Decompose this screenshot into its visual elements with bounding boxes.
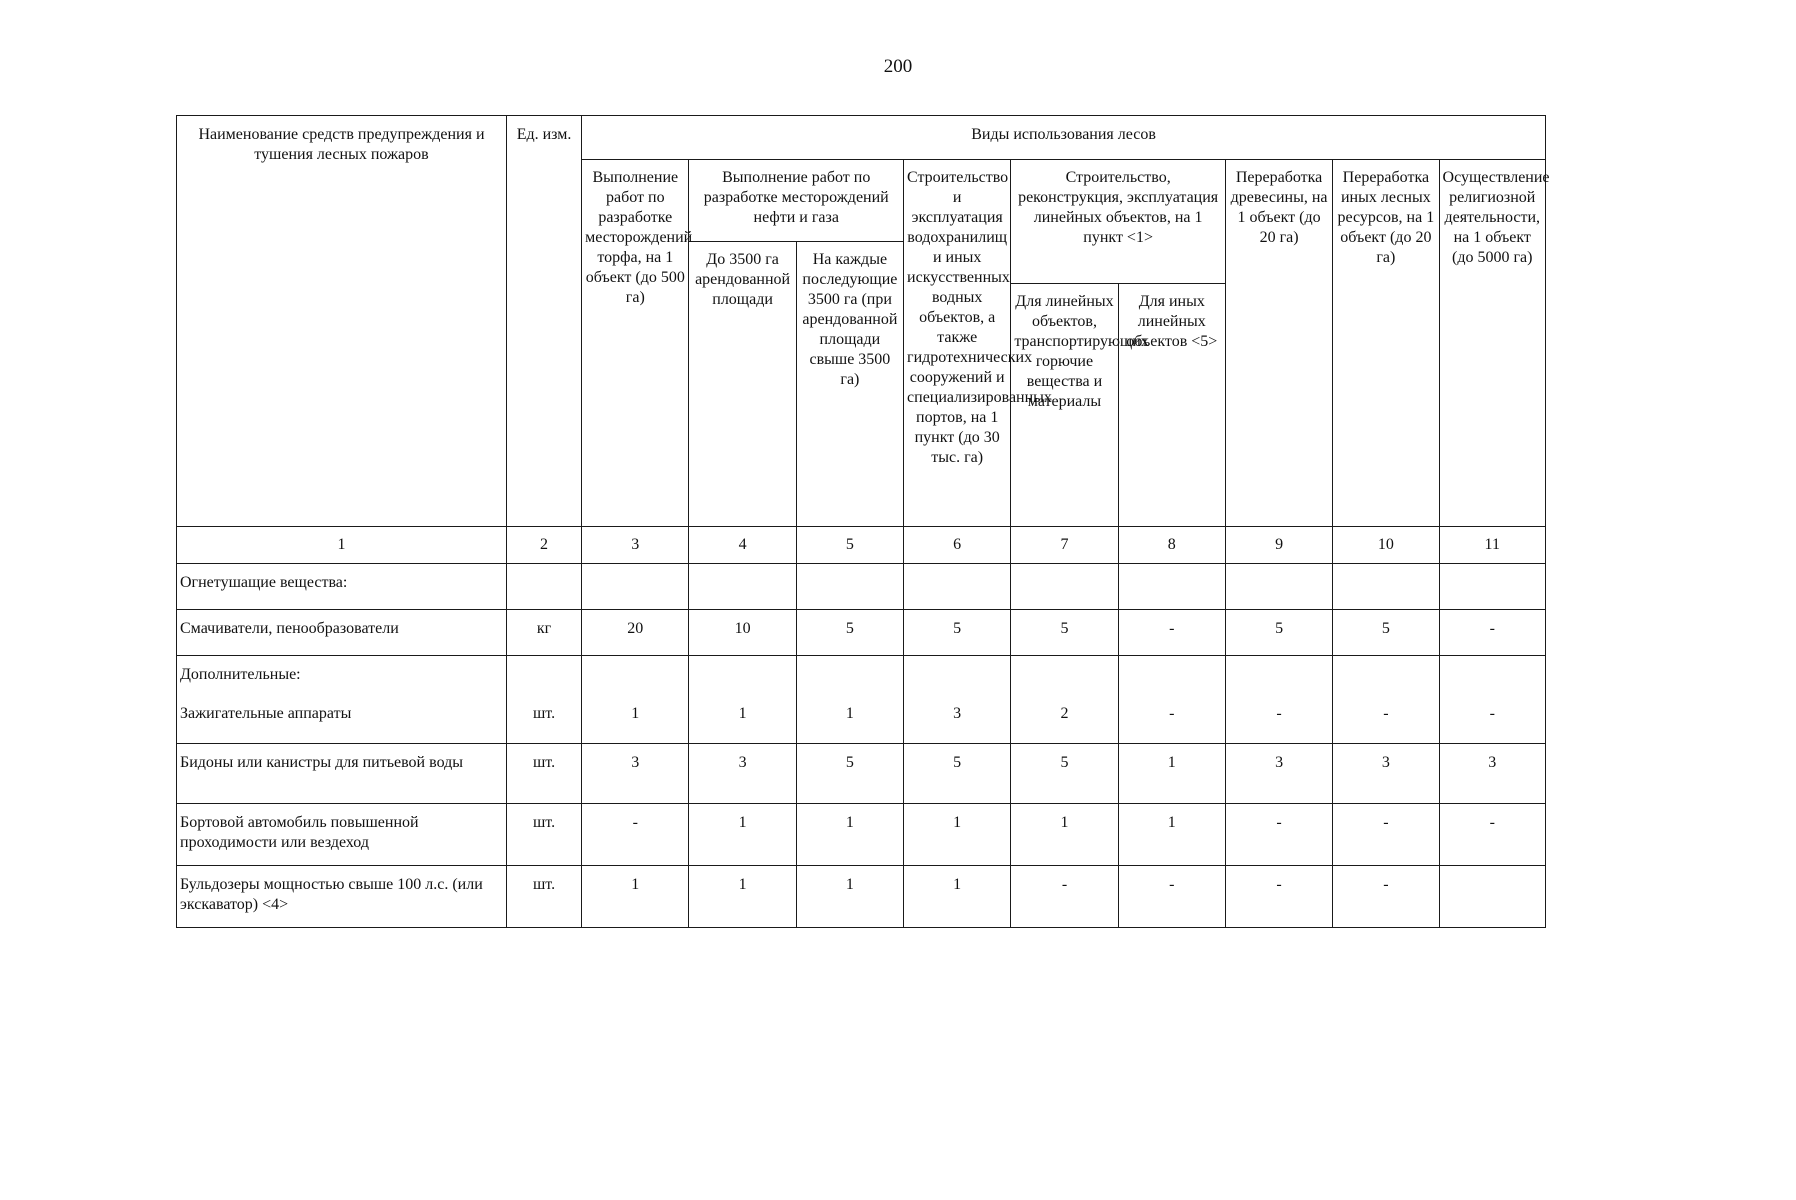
row-name-cell	[177, 656, 507, 744]
header-unit: Ед. изм.	[506, 116, 581, 527]
header-name: Наименование средств предупреждения и тушения лесных пожаров	[177, 116, 507, 527]
table-row	[177, 610, 1546, 656]
page-number: 200	[883, 56, 913, 77]
row-value: -	[582, 804, 689, 866]
row-value	[1333, 564, 1439, 610]
row-value	[1439, 564, 1545, 610]
column-numbers-row	[177, 527, 1546, 564]
row-value: 5	[1225, 610, 1332, 656]
table-row	[177, 656, 1546, 744]
row-value	[1118, 564, 1225, 610]
row-value: 1	[845, 705, 854, 722]
column-number: 5	[796, 527, 903, 564]
header-col-8: Для иных линейных объектов <5>	[1118, 284, 1225, 527]
row-value: 5	[904, 610, 1011, 656]
row-value: 3	[1225, 744, 1332, 804]
row-unit: кг	[506, 610, 581, 656]
row-unit: шт.	[506, 866, 581, 928]
row-value: 10	[689, 610, 796, 656]
header-linear-objects: Строительство, реконструкция, эксплуатация линейных объектов, на 1 пункт <1>	[1011, 160, 1226, 284]
row-value: -	[1225, 804, 1332, 866]
row-value: 2	[1060, 705, 1069, 722]
row-value: 3	[1333, 744, 1439, 804]
row-value: -	[1169, 705, 1175, 722]
row-unit-cell	[506, 656, 581, 744]
header-col-6: Строительство и эксплуатация водохранилищ и иных искусственных водных объектов, а также гидротехнических сооружений и специализированных портов, на 1 пункт (до 30 тыс. га)	[904, 160, 1011, 527]
table-row	[177, 866, 1546, 928]
row-value: 5	[796, 610, 903, 656]
row-value: 1	[904, 804, 1011, 866]
row-unit: шт.	[506, 804, 581, 866]
row-value	[689, 564, 796, 610]
row-value	[582, 564, 689, 610]
row-value: 1	[689, 866, 796, 928]
row-value-cell	[689, 656, 796, 744]
row-value: 1	[1118, 744, 1225, 804]
row-value: 5	[796, 744, 903, 804]
row-value-cell	[904, 656, 1011, 744]
row-name: Бульдозеры мощностью свыше 100 л.с. (или экскаватор) <4>	[177, 866, 507, 928]
row-group-label: Дополнительные:	[180, 666, 301, 683]
header-forest-use-types: Виды использования лесов	[582, 116, 1546, 160]
row-value: 5	[1333, 610, 1439, 656]
row-value: 1	[904, 866, 1011, 928]
header-col-10: Переработка иных лесных ресурсов, на 1 объект (до 20 га)	[1333, 160, 1439, 527]
header-col-4: До 3500 га арендованной площади	[689, 242, 796, 527]
row-value: -	[1276, 705, 1282, 722]
row-value: -	[1489, 705, 1495, 722]
row-value	[1439, 866, 1545, 928]
row-value: 1	[738, 705, 747, 722]
row-value: -	[1118, 866, 1225, 928]
column-number: 2	[506, 527, 581, 564]
row-value: -	[1383, 705, 1389, 722]
row-value: 1	[689, 804, 796, 866]
row-value	[1225, 564, 1332, 610]
row-value: -	[1333, 804, 1439, 866]
row-value: 5	[904, 744, 1011, 804]
column-number: 10	[1333, 527, 1439, 564]
row-value: 1	[1118, 804, 1225, 866]
row-value: -	[1118, 610, 1225, 656]
header-col-3: Выполнение работ по разработке месторождений торфа, на 1 объект (до 500 га)	[582, 160, 689, 527]
column-number: 4	[689, 527, 796, 564]
row-name: Бидоны или канистры для питьевой воды	[177, 744, 507, 804]
row-value-cell	[1225, 656, 1332, 744]
column-number: 9	[1225, 527, 1332, 564]
row-name: Смачиватели, пенообразователи	[177, 610, 507, 656]
row-unit	[506, 564, 581, 610]
row-unit: шт.	[506, 744, 581, 804]
row-value: 1	[582, 866, 689, 928]
header-oil-gas: Выполнение работ по разработке месторождений нефти и газа	[689, 160, 904, 242]
column-number: 1	[177, 527, 507, 564]
row-name: Бортовой автомобиль повышенной проходимости или вездеход	[177, 804, 507, 866]
row-value: 1	[1011, 804, 1118, 866]
row-value-cell	[582, 656, 689, 744]
header-col-7: Для линейных объектов, транспортирующих горючие вещества и материалы	[1011, 284, 1118, 527]
row-value: 3	[689, 744, 796, 804]
row-value: 1	[796, 866, 903, 928]
header-col-11: Осуществление религиозной деятельности, на 1 объект (до 5000 га)	[1439, 160, 1545, 527]
row-value: -	[1225, 866, 1332, 928]
row-value-cell	[796, 656, 903, 744]
row-value: 1	[796, 804, 903, 866]
row-value: -	[1439, 804, 1545, 866]
column-number: 3	[582, 527, 689, 564]
table-row	[177, 804, 1546, 866]
row-value-cell	[1118, 656, 1225, 744]
row-value: 20	[582, 610, 689, 656]
column-number: 7	[1011, 527, 1118, 564]
header-col-9: Переработка древесины, на 1 объект (до 20 га)	[1225, 160, 1332, 527]
column-number: 6	[904, 527, 1011, 564]
row-value-cell	[1439, 656, 1545, 744]
row-value	[1011, 564, 1118, 610]
header-col-5: На каждые последующие 3500 га (при арендованной площади свыше 3500 га)	[796, 242, 903, 527]
row-value: -	[1439, 610, 1545, 656]
table-row	[177, 744, 1546, 804]
row-value: 5	[1011, 610, 1118, 656]
row-value: 3	[1439, 744, 1545, 804]
row-value: -	[1333, 866, 1439, 928]
fire-equipment-norms-table	[176, 115, 1550, 928]
row-value: -	[1011, 866, 1118, 928]
row-value: 3	[582, 744, 689, 804]
table-row	[177, 564, 1546, 610]
row-name: Огнетушащие вещества:	[177, 564, 507, 610]
row-name: Зажигательные аппараты	[180, 705, 352, 722]
column-number: 11	[1439, 527, 1545, 564]
row-unit: шт.	[532, 705, 556, 722]
column-number: 8	[1118, 527, 1225, 564]
row-value-cell	[1011, 656, 1118, 744]
row-value: 5	[1011, 744, 1118, 804]
row-value: 1	[631, 705, 640, 722]
row-value	[796, 564, 903, 610]
row-value	[904, 564, 1011, 610]
row-value-cell	[1333, 656, 1439, 744]
row-value: 3	[953, 705, 962, 722]
